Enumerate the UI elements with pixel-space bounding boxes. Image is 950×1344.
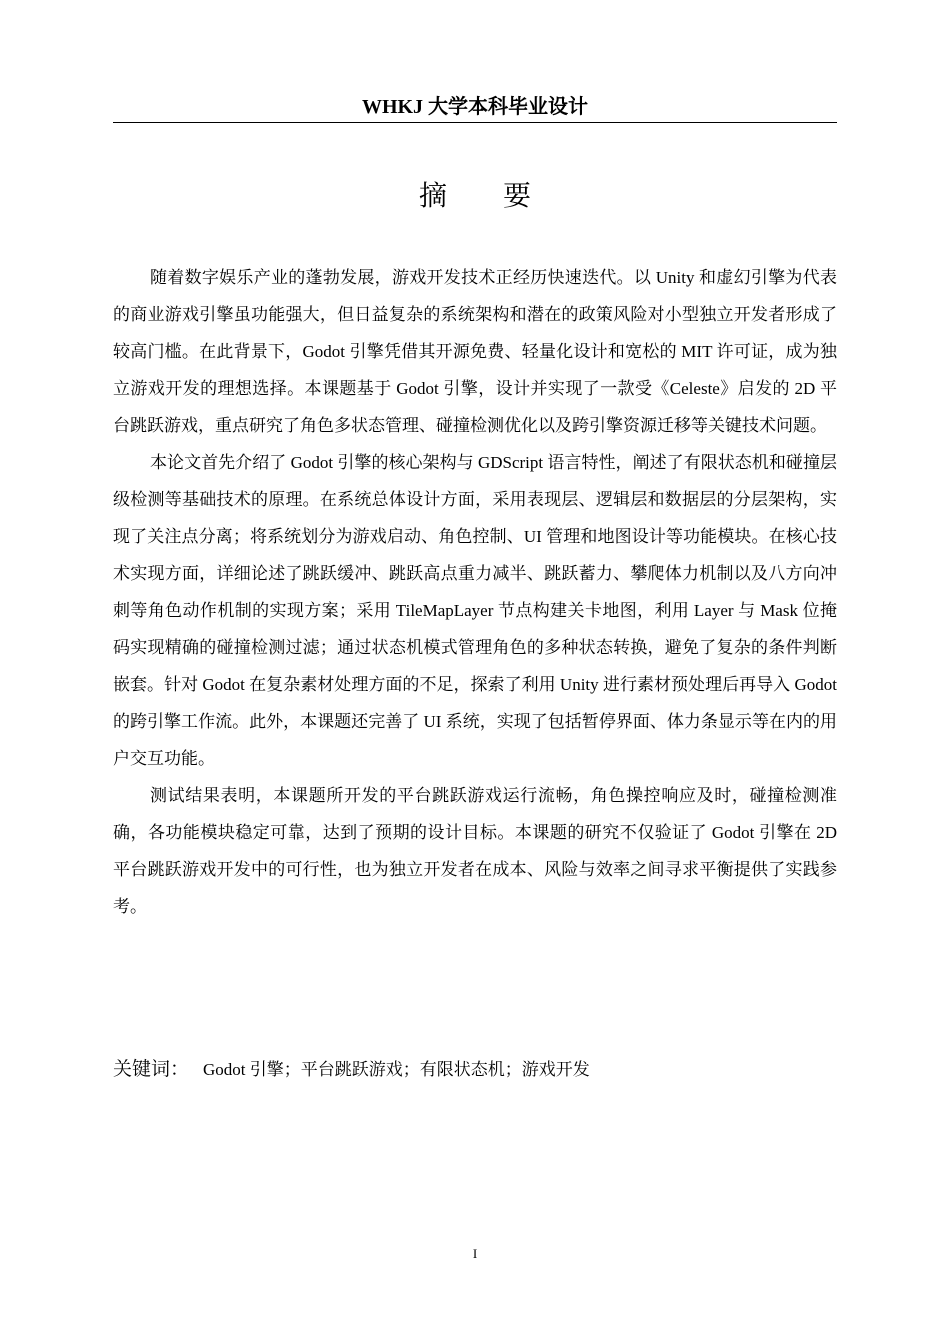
abstract-paragraph-1: 随着数字娱乐产业的蓬勃发展，游戏开发技术正经历快速迭代。以 Unity 和虚幻引擎为代表的商业游戏引擎虽功能强大，但日益复杂的系统架构和潜在的政策风险对小型独立开发者形成了较高门槛。在此背景下，Godot 引擎凭借其开源免费、轻量化设计和宽松的 MIT 许可证，成为独立游戏开发的理想选择。本课题基于 Godot 引擎，设计并实现了一款受《Celeste》启发的 2D 平台跳跃游戏，重点研究了角色多状态管理、碰撞检测优化以及跨引擎资源迁移等关键技术问题。: [113, 268, 837, 435]
keywords-label: 关键词：: [113, 1058, 190, 1080]
page-number: I: [472, 1246, 478, 1261]
page-title: 摘要: [418, 181, 587, 212]
abstract-paragraph-2: 本论文首先介绍了 Godot 引擎的核心架构与 GDScript 语言特性，阐述了有限状态机和碰撞层级检测等基础技术的原理。在系统总体设计方面，采用表现层、逻辑层和数据层的分层架构，实现了关注点分离；将系统划分为游戏启动、角色控制、UI 管理和地图设计等功能模块。在核心技术实现方面，详细论述了跳跃缓冲、跳跃高点重力减半、跳跃蓄力、攀爬体力机制以及八方向冲刺等角色动作机制的实现方案；采用 TileMapLayer 节点构建关卡地图，利用 Layer 与 Mask 位掩码实现精确的碰撞检测过滤；通过状态机模式管理角色的多种状态转换，避免了复杂的条件判断嵌套。针对 Godot 在复杂素材处理方面的不足，探索了利用 Unity 进行素材预处理后再导入 Godot 的跨引擎工作流。此外，本课题还完善了 UI 系统，实现了包括暂停界面、体力条显示等在内的用户交互功能。: [113, 453, 837, 768]
running-header: WHKJ 大学本科毕业设计: [361, 96, 589, 118]
abstract-body: [113, 259, 837, 925]
header-rule: [113, 122, 837, 123]
abstract-paragraph-3: 测试结果表明，本课题所开发的平台跳跃游戏运行流畅，角色操控响应及时，碰撞检测准确，各功能模块稳定可靠，达到了预期的设计目标。本课题的研究不仅验证了 Godot 引擎在 2D 平台跳跃游戏开发中的可行性，也为独立开发者在成本、风险与效率之间寻求平衡提供了实践参考。: [113, 786, 837, 916]
keywords-text: Godot 引擎；平台跳跃游戏；有限状态机；游戏开发: [203, 1060, 590, 1079]
keywords-line: [113, 1052, 837, 1087]
